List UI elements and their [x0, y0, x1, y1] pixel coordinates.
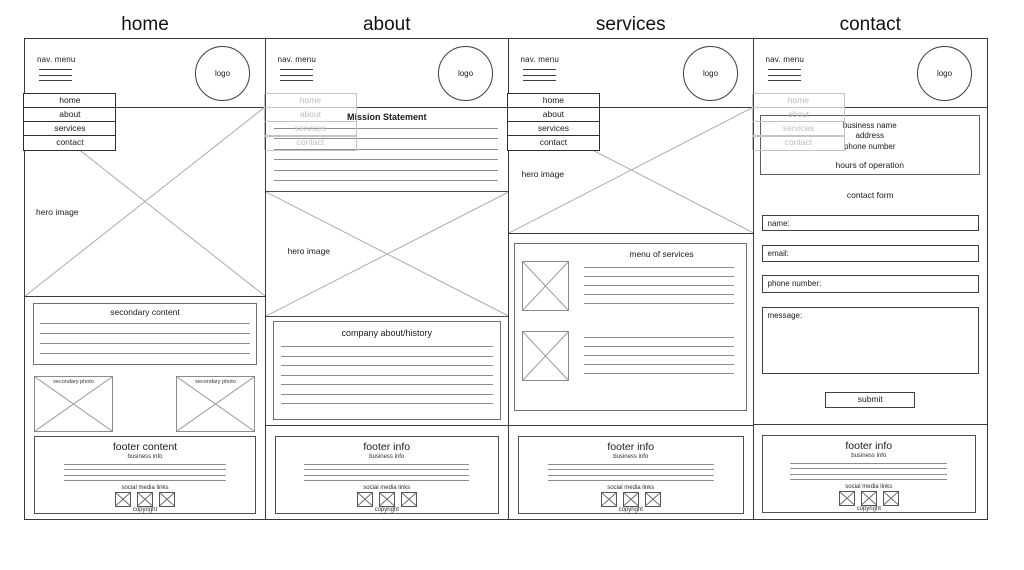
footer-box [762, 435, 977, 513]
nav-item-services[interactable]: services [752, 121, 845, 137]
phone-number-field[interactable]: phone number: [762, 275, 980, 293]
footer-box [518, 436, 745, 514]
social-media-icons [763, 491, 976, 506]
service-thumbnail-placeholder [522, 331, 569, 381]
services-panel [508, 38, 755, 520]
hero-image-label: hero image [36, 207, 79, 217]
social-media-links-label: social media links [121, 485, 169, 491]
hero-image-placeholder [266, 191, 509, 317]
nav-menu-label: nav. menu [520, 55, 560, 64]
home-nav-dropdown [23, 93, 116, 152]
service-thumbnail-placeholder [522, 261, 569, 311]
social-icon[interactable] [883, 491, 899, 506]
about-nav-dropdown-inactive [264, 93, 357, 152]
nav-item-services[interactable]: services [507, 121, 600, 137]
footer-title: footer info [363, 441, 411, 453]
footer-title: footer info [845, 440, 893, 452]
business-info-label: business info [851, 453, 887, 459]
hamburger-menu-icon[interactable] [523, 69, 556, 86]
text-lines-placeholder [40, 323, 250, 354]
image-x-icon [177, 377, 254, 431]
nav-menu-label: nav. menu [277, 55, 317, 64]
social-icon[interactable] [379, 492, 395, 507]
about-page-wireframe [265, 12, 510, 520]
logo-label: logo [702, 69, 719, 78]
nav-item-services[interactable]: services [264, 121, 357, 137]
home-panel [24, 38, 266, 520]
address-label: address [855, 131, 884, 141]
mission-statement-title: Mission Statement [346, 112, 427, 122]
footer-text-lines [790, 463, 947, 480]
footer-divider [754, 424, 988, 425]
social-icon[interactable] [601, 492, 617, 507]
hero-image-label: hero image [287, 246, 331, 256]
copyright-label: copyright [132, 507, 158, 513]
social-icon[interactable] [115, 492, 131, 507]
contact-form-title: contact form [846, 190, 894, 200]
nav-item-about[interactable]: about [23, 107, 116, 123]
footer-title: footer info [607, 441, 655, 453]
logo-placeholder [195, 46, 250, 101]
secondary-photo-placeholder [176, 376, 255, 432]
social-icon[interactable] [357, 492, 373, 507]
hamburger-menu-icon[interactable] [280, 69, 313, 86]
nav-item-contact[interactable]: contact [507, 135, 600, 151]
social-icon[interactable] [839, 491, 855, 506]
nav-item-about[interactable]: about [507, 107, 600, 123]
social-icon[interactable] [137, 492, 153, 507]
copyright-label: copyright [618, 507, 643, 513]
contact-page-title: contact [839, 14, 901, 35]
secondary-photo-label: secondary photo [195, 379, 236, 385]
business-name-label: business name [842, 121, 897, 130]
social-icon[interactable] [623, 492, 639, 507]
social-media-links-label: social media links [363, 485, 411, 491]
hamburger-menu-icon[interactable] [39, 69, 72, 86]
message-field[interactable]: message: [762, 307, 980, 374]
service-text-lines [584, 267, 735, 304]
about-panel [265, 38, 510, 520]
services-page-title: services [595, 14, 666, 35]
submit-button[interactable]: submit [825, 392, 915, 408]
hero-image-label: hero image [521, 169, 565, 179]
home-page-title: home [121, 14, 169, 35]
logo-placeholder [683, 46, 738, 101]
image-x-icon [523, 332, 568, 380]
business-info-label: business info [613, 454, 649, 460]
text-lines-placeholder [281, 346, 494, 404]
logo-placeholder [917, 46, 972, 101]
copyright-label: copyright [374, 507, 399, 513]
menu-of-services-box [514, 243, 748, 411]
social-media-icons [35, 492, 255, 507]
logo-label: logo [936, 69, 953, 78]
social-media-links-label: social media links [607, 485, 655, 491]
contact-nav-dropdown-inactive [752, 93, 845, 152]
social-media-icons [276, 492, 499, 507]
nav-item-home[interactable]: home [264, 93, 357, 109]
footer-title: footer content [112, 441, 178, 453]
social-icon[interactable] [401, 492, 417, 507]
menu-of-services-title: menu of services [629, 249, 694, 259]
secondary-photo-label: secondary photo [53, 379, 94, 385]
hamburger-menu-icon[interactable] [768, 69, 801, 86]
contact-panel [753, 38, 989, 520]
nav-menu-label: nav. menu [765, 55, 805, 64]
nav-item-contact[interactable]: contact [23, 135, 116, 151]
logo-label: logo [457, 69, 474, 78]
secondary-photo-placeholder [34, 376, 113, 432]
nav-item-contact[interactable]: contact [264, 135, 357, 151]
service-text-lines [584, 337, 735, 374]
secondary-content-box [33, 303, 257, 365]
name-field[interactable]: name: [762, 215, 980, 231]
nav-item-about[interactable]: about [752, 107, 845, 123]
nav-item-home[interactable]: home [752, 93, 845, 109]
business-info-label: business info [369, 454, 405, 460]
social-icon[interactable] [159, 492, 175, 507]
about-page-title: about [362, 14, 411, 35]
phone-number-label: phone number [843, 141, 896, 151]
footer-text-lines [548, 464, 714, 481]
nav-item-services[interactable]: services [23, 121, 116, 137]
footer-text-lines [64, 464, 227, 481]
footer-box [275, 436, 500, 514]
social-media-links-label: social media links [845, 484, 893, 490]
logo-label: logo [214, 69, 231, 78]
contact-page-wireframe [753, 12, 989, 520]
logo-placeholder [438, 46, 493, 101]
image-x-icon [35, 377, 112, 431]
company-history-box [273, 321, 502, 420]
nav-item-home[interactable]: home [507, 93, 600, 109]
nav-menu-label: nav. menu [37, 55, 76, 64]
social-media-icons [519, 492, 744, 507]
copyright-label: copyright [856, 506, 881, 512]
social-icon[interactable] [861, 491, 877, 506]
secondary-content-title: secondary content [110, 307, 180, 317]
nav-item-home[interactable]: home [23, 93, 116, 109]
services-page-wireframe [508, 12, 755, 520]
services-nav-dropdown [507, 93, 600, 152]
hours-of-operation-label: hours of operation [835, 160, 905, 170]
email-field[interactable]: email: [762, 245, 980, 262]
nav-item-about[interactable]: about [264, 107, 357, 123]
footer-box [34, 436, 256, 514]
footer-divider [509, 425, 754, 426]
footer-divider [266, 425, 509, 426]
social-icon[interactable] [645, 492, 661, 507]
business-info-label: business info [127, 454, 163, 460]
image-x-icon [523, 262, 568, 310]
nav-item-contact[interactable]: contact [752, 135, 845, 151]
home-page-wireframe [24, 12, 266, 520]
footer-text-lines [304, 464, 469, 481]
company-history-title: company about/history [341, 328, 433, 338]
